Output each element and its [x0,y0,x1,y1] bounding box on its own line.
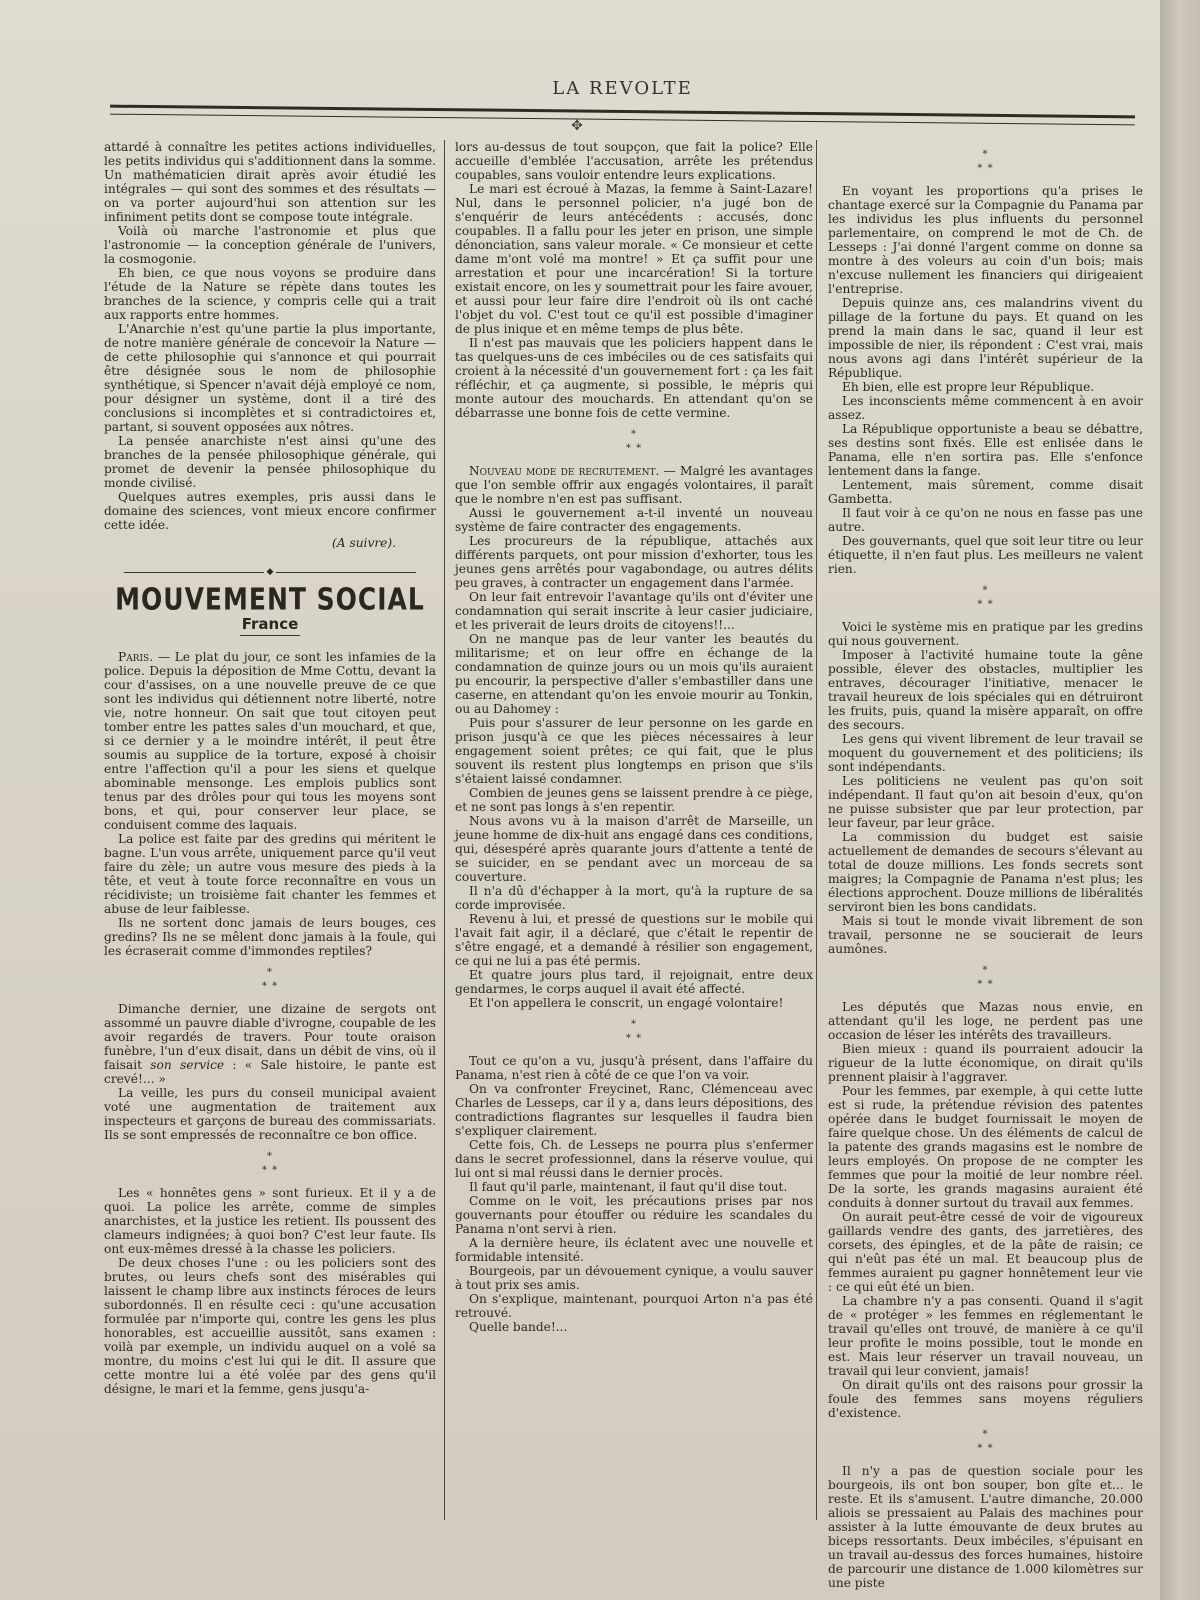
column-2 [455,140,813,1334]
paragraph: On va confronter Freycinet, Ranc, Clémenceau avec Charles de Lesseps, car il y a, dans leurs dépositions, des contradictions flagrantes sur lesquelles il faudra bien s'expliquer clairement. [455,1082,813,1138]
paragraph: L'Anarchie n'est qu'une partie la plus importante, de notre manière générale de concevoir la Nature — de cette philosophie qui s'annonce et qui pourrait être désignée sous le nom de philosophie synthétique, si Spencer n'avait déjà employé ce nom, pour désigner un système, dont il a tiré des conclusions si incomplètes et si contradictoires et, partant, si souvent opposées aux nôtres. [104,322,436,434]
asterism: * * * [977,585,994,610]
paragraph: Il faut voir à ce qu'on ne nous en fasse pas une autre. [828,506,1143,534]
paragraph: Les « honnêtes gens » sont furieux. Et il y a de quoi. La police les arrête, comme de simples anarchistes, et la justice les retient. Ils poussent des clameurs indignées; à quoi bon? C'est leur faute. Ils ont eux-mêmes dressé à la chasse les policiers. [104,1186,436,1256]
paragraph: Quelle bande!... [469,1320,568,1334]
paragraph [104,1002,436,1086]
paragraph: La chambre n'y a pas consenti. Quand il s'agit de « protéger » les femmes en réglementant le travail qu'elles ont trouvé, de manière à ce qu'il leur profite le moins possible, tout le monde en est. Mais leur réserver un travail nouveau, un travail qui leur convient, jamais! [828,1294,1143,1378]
to-be-continued: (A suivre). [332,536,396,550]
paragraph: Quelques autres exemples, pris aussi dans le domaine des sciences, vont mieux encore confirmer cette idée. [104,490,436,532]
paragraph [455,464,813,506]
paragraph: Comme on le voit, les précautions prises par nos gouvernants pour étouffer ou réduire les scandales du Panama n'ont servi à rien. [455,1194,813,1236]
paragraph: On leur fait entrevoir l'avantage qu'ils ont d'éviter une condamnation qui serait inscrite à leur casier judiciaire, et les priverait de leurs droits de citoyens!!... [455,590,813,632]
column-3 [828,140,1143,1590]
masthead: LA REVOLTE [552,78,693,99]
paragraph: Eh bien, ce que nous voyons se produire dans l'étude de la Nature se répète dans toutes les branches de la science, y compris celle qui a trait aux rapports entre hommes. [104,266,436,322]
column-rule-1 [444,140,445,1520]
paragraph: Bien mieux : quand ils pourraient adoucir la rigueur de la lutte économique, on dirait qu'ils prennent plaisir à l'aggraver. [828,1042,1143,1084]
paragraph: On dirait qu'ils ont des raisons pour grossir la foule des femmes sans moyens réguliers d'existence. [828,1378,1143,1420]
section-title: MOUVEMENT SOCIAL [115,582,425,617]
paragraph: Bourgeois, par un dévouement cynique, a voulu sauver à tout prix ses amis. [455,1264,813,1292]
asterism: * * * [977,149,994,174]
paragraph: Puis pour s'assurer de leur personne on les garde en prison jusqu'à ce que les pièces nécessaires à leur engagement soient prêtes; ce qui fait, que le plus souvent ils restent plus longtemps en prison que s'ils s'étaient laissé condamner. [455,716,813,786]
paragraph: On s'explique, maintenant, pourquoi Arton n'a pas été retrouvé. [455,1292,813,1320]
paragraph: Aussi le gouvernement a-t-il inventé un nouveau système de faire contracter des engagements. [455,506,813,534]
paragraph: Revenu à lui, et pressé de questions sur le mobile qui l'avait fait agir, il a déclaré, que c'était le repentir de s'être engagé, et a demandé à résilier son engagement, ce qui ne lui a pas été permis. [455,912,813,968]
column-1 [104,140,436,1396]
paragraph: Tout ce qu'on a vu, jusqu'à présent, dans l'affaire du Panama, n'est rien à côté de ce que l'on va voir. [455,1054,813,1082]
asterism: * * * [977,1429,994,1454]
paragraph: Depuis quinze ans, ces malandrins vivent du pillage de la fortune du pays. Et quand on les prend la main dans le sac, quand il leur est impossible de nier, ils répondent : C'est vrai, mais nous avons agi dans l'intérêt supérieur de la République. [828,296,1143,380]
paragraph: Lentement, mais sûrement, comme disait Gambetta. [828,478,1143,506]
paragraph-body: : « Sale histoire, le pante est crevé!... » [104,1058,436,1086]
paragraph: Ils ne sortent donc jamais de leurs bouges, ces gredins? Ils ne se mêlent donc jamais à la foule, qui les écraserait comme d'immondes reptiles? [104,916,436,958]
paragraph: Il n'y a pas de question sociale pour les bourgeois, ils ont bon souper, bon gîte et... le reste. Et ils s'amusent. L'autre dimanche, 20.000 aliois se pressaient au Palais des machines pour assister à la lutte émouvante de deux brutes au biceps ressortants. Deux imbéciles, s'épuisant en un travail au-dessus des forces humaines, histoire de parcourir une distance de 1.000 kilomètres sur une piste [828,1464,1143,1590]
paragraph: Il n'est pas mauvais que les policiers happent dans le tas quelques-uns de ces imbéciles ou de ces satisfaits qui croient à la nécessité d'un gouvernement fort : ça les fait réfléchir, et ça augmente, si possible, le mépris qui monte autour des mouchards. En attendant qu'on se débarrasse une bonne fois de cette vermine. [455,336,813,420]
paragraph: La commission du budget est saisie actuellement de demandes de secours s'élevant au total de douze millions. Les fonds secrets sont maigres; la Compagnie de Panama n'est plus; les élections approchent. Douze millions de libéralités serviront bien les bons candidats. [828,830,1143,914]
paragraph: Et quatre jours plus tard, il rejoignait, entre deux gendarmes, le corps auquel il avait été affecté. [455,968,813,996]
asterism: * * * [261,967,279,992]
asterism: * * * [977,965,994,990]
paragraph [104,650,436,832]
paragraph: Mais si tout le monde vivait librement de son travail, personne ne se soucierait de leurs aumônes. [828,914,1143,956]
paragraph: lors au-dessus de tout soupçon, que fait la police? Elle accueille d'emblée l'accusation, arrête les prétendus coupables, sans vouloir entendre leurs explications. [455,140,813,182]
paragraph-body: — Le plat du jour, ce sont les infamies de la police. Depuis la déposition de Mme Cottu, devant la cour d'assises, on a une nouvelle preuve de ce que sont les individus qui détiennent notre liberté, notre vie, notre honneur. On sait que tout citoyen peut tomber entre les pattes sales d'un mouchard, et que, si ce dernier y a le moindre intérêt, il peut être soumis au supplice de la torture, exposé à choisir entre l'affection qu'il a pour les siens et quelque abominable mensonge. Les emplois publics sont tenus par des drôles pour qui tous les moyens sont bons, et qui, pour conserver leur place, se conduisent comme des laquais. [104,650,436,832]
paragraph: Les politiciens ne veulent pas qu'on soit indépendant. Il faut qu'on ait besoin d'eux, qu'on ne puisse subsister que par leur protection, par leur faveur, par leur grâce. [828,774,1143,830]
fleuron-ornament: ✥ [571,118,583,134]
column-rule-2 [816,140,817,1520]
paragraph: Nous avons vu à la maison d'arrêt de Marseille, un jeune homme de dix-huit ans engagé dans ces conditions, qui, désespéré après quarante jours d'attente a tenté de se suicider, en se pendant avec un morceau de sa couverture. [455,814,813,884]
asterism: * * * [625,429,643,454]
paragraph: Eh bien, elle est propre leur République. [842,380,1095,394]
paragraph: Imposer à l'activité humaine toute la gêne possible, élever des obstacles, multiplier les entraves, décourager l'initiative, menacer le travail heureux de lois spéciales qui en détruiront les fruits, puis, quand la misère apparaît, on offre des secours. [828,648,1143,732]
paragraph: Les députés que Mazas nous envie, en attendant qu'il les loge, ne perdent pas une occasion de léser les intérêts des travailleurs. [828,1000,1143,1042]
paragraph-body: Dimanche dernier, une dizaine de sergots ont assommé un pauvre diable d'ivrogne, coupable de les avoir regardés de travers. Pour toute oraison funèbre, l'un d'eux disait, dans un débit de vins, où il faisait [104,1002,436,1072]
asterism: * * * [261,1151,279,1176]
paragraph: Et l'on appellera le conscrit, un engagé volontaire! [469,996,784,1010]
paragraph: La République opportuniste a beau se débattre, ses destins sont fixés. Elle est enlisée dans le Panama, elle n'en sortira pas. Elle s'enfonce lentement dans la fange. [828,422,1143,478]
divider-ornament-icon: ◆ [264,567,276,577]
country-heading: France [241,615,299,633]
paragraph: Les procureurs de la république, attachés aux différents parquets, ont pour mission d'exhorter, tous les jeunes gens arrêtés pour vagabondage, ou autres délits peu graves, à contracter un engagement dans l'armée. [455,534,813,590]
paragraph: Des gouvernants, quel que soit leur titre ou leur étiquette, il n'en faut plus. Les meilleurs ne valent rien. [828,534,1143,576]
paragraph: On aurait peut-être cessé de voir de vigoureux gaillards vendre des gants, des jarretières, des corsets, des épingles, et de la pâte de raisin; ce qui n'eût pas été un mal. Et beaucoup plus de femmes auraient pu gagner honnêtement leur vie : ce qui eût été un bien. [828,1210,1143,1294]
paragraph: A la dernière heure, ils éclatent avec une nouvelle et formidable intensité. [455,1236,813,1264]
country-underline [240,635,300,636]
paragraph: Voilà où marche l'astronomie et plus que l'astronomie — la conception générale de l'univers, la cosmogonie. [104,224,436,266]
paragraph: Combien de jeunes gens se laissent prendre à ce piège, et ne sont pas longs à s'en repentir. [455,786,813,814]
paragraph: Il n'a dû d'échapper à la mort, qu'à la rupture de sa corde improvisée. [455,884,813,912]
paragraph: attardé à connaître les petites actions individuelles, les petits individus qui s'additionnent dans la somme. Un mathématicien dirait après avoir étudié les intégrales — qui sont des sommes et des résultats — on va porter aujourd'hui son attention sur les infiniment petits dont se compose toute intégrale. [104,140,436,224]
paragraph: Le mari est écroué à Mazas, la femme à Saint-Lazare! Nul, dans le personnel policier, n'a jugé bon de s'enquérir de leurs antécédents : accusés, donc coupables. Il a fallu pour les jeter en prison, une simple dénonciation, sans valeur morale. « Ce monsieur et cette dame m'ont volé ma montre! » Et ça suffit pour une arrestation et pour une incarcération! Si la torture existait encore, on les y soumettrait pour les faire avouer, et aussi pour leur faire dire l'endroit où ils ont caché l'objet du vol. C'est tout ce qu'il est possible d'imaginer de plus inique et en même temps de plus bête. [455,182,813,336]
paragraph: Il faut qu'il parle, maintenant, il faut qu'il dise tout. [469,1180,788,1194]
paragraph: On ne manque pas de leur vanter les beautés du militarisme; et on leur offre en échange de la condamnation de quinze jours ou un mois qu'ils auraient pu encourir, la perspective d'aller s'embastiller dans une caserne, en attendant qu'on les envoie mourir au Tonkin, ou au Dahomey : [455,632,813,716]
paragraph: Les gens qui vivent librement de leur travail se moquent du gouvernement et des politiciens; ils sont indépendants. [828,732,1143,774]
paragraph: Les inconscients même commencent à en avoir assez. [828,394,1143,422]
rubric-lead: Nouveau mode de recrutement. [469,464,660,478]
paragraph: La pensée anarchiste n'est ainsi qu'une des branches de la pensée philosophique générale, qui promet de devenir la pensée philosophique du monde civilisé. [104,434,436,490]
section-divider [124,567,416,577]
emphasis: son service [150,1058,225,1072]
next-page-edge [1160,0,1200,1600]
paragraph: De deux choses l'une : ou les policiers sont des brutes, ou leurs chefs sont des misérables qui laissent le champ libre aux instincts féroces de leurs subordonnés. Il en résulte ceci : qu'une accusation formulée par n'importe qui, contre les gens les plus honorables, est accueillie aussitôt, sans examen : voilà par exemple, un individu auquel on a volé sa montre, du moins c'est lui qui le dit. Il assure que cette montre lui a été volée par des gens qu'il désigne, le mari et la femme, gens jusqu'a- [104,1256,436,1396]
paragraph: En voyant les proportions qu'a prises le chantage exercé sur la Compagnie du Panama par les individus les plus influents du personnel parlementaire, on comprend le mot de Ch. de Lesseps : J'ai donné l'argent comme on donne sa montre à des voleurs au coin d'un bois; mais n'excuse nullement les financiers qui dirigeaient l'entreprise. [828,184,1143,296]
paragraph: La police est faite par des gredins qui méritent le bagne. L'un vous arrête, uniquement parce qu'il veut faire du zèle; un autre vous mesure des pieds à la tête, et veut à toute force reconnaître en vous un récidiviste; un troisième fait chanter les femmes et abuse de leur faiblesse. [104,832,436,916]
paragraph: Pour les femmes, par exemple, à qui cette lutte est si rude, la prétendue révision des patentes opérée dans le budget fournissait le moyen de faire quelque chose. Un des éléments de calcul de la patente des grands magasins est le nombre de leurs employés. On propose de ne compter les femmes que pour la moitié de leur nombre réel. De la sorte, les grands magasins auraient été conduits à donner surtout du travail aux femmes. [828,1084,1143,1210]
paragraph: Voici le système mis en pratique par les gredins qui nous gouvernent. [828,620,1143,648]
dateline: Paris. [118,650,154,664]
paragraph: La veille, les purs du conseil municipal avaient voté une augmentation de traitement aux inspecteurs et garçons de bureau des commissariats. Ils se sont empressés de reconnaître ce bon office. [104,1086,436,1142]
asterism: * * * [625,1019,643,1044]
paragraph: Cette fois, Ch. de Lesseps ne pourra plus s'enfermer dans le secret professionnel, dans la réserve voulue, qui lui ont si mal réussi dans le dernier procès. [455,1138,813,1180]
paragraph-body: — Malgré les avantages que l'on semble offrir aux engagés volontaires, il paraît que le nombre n'en est pas suffisant. [455,464,813,506]
